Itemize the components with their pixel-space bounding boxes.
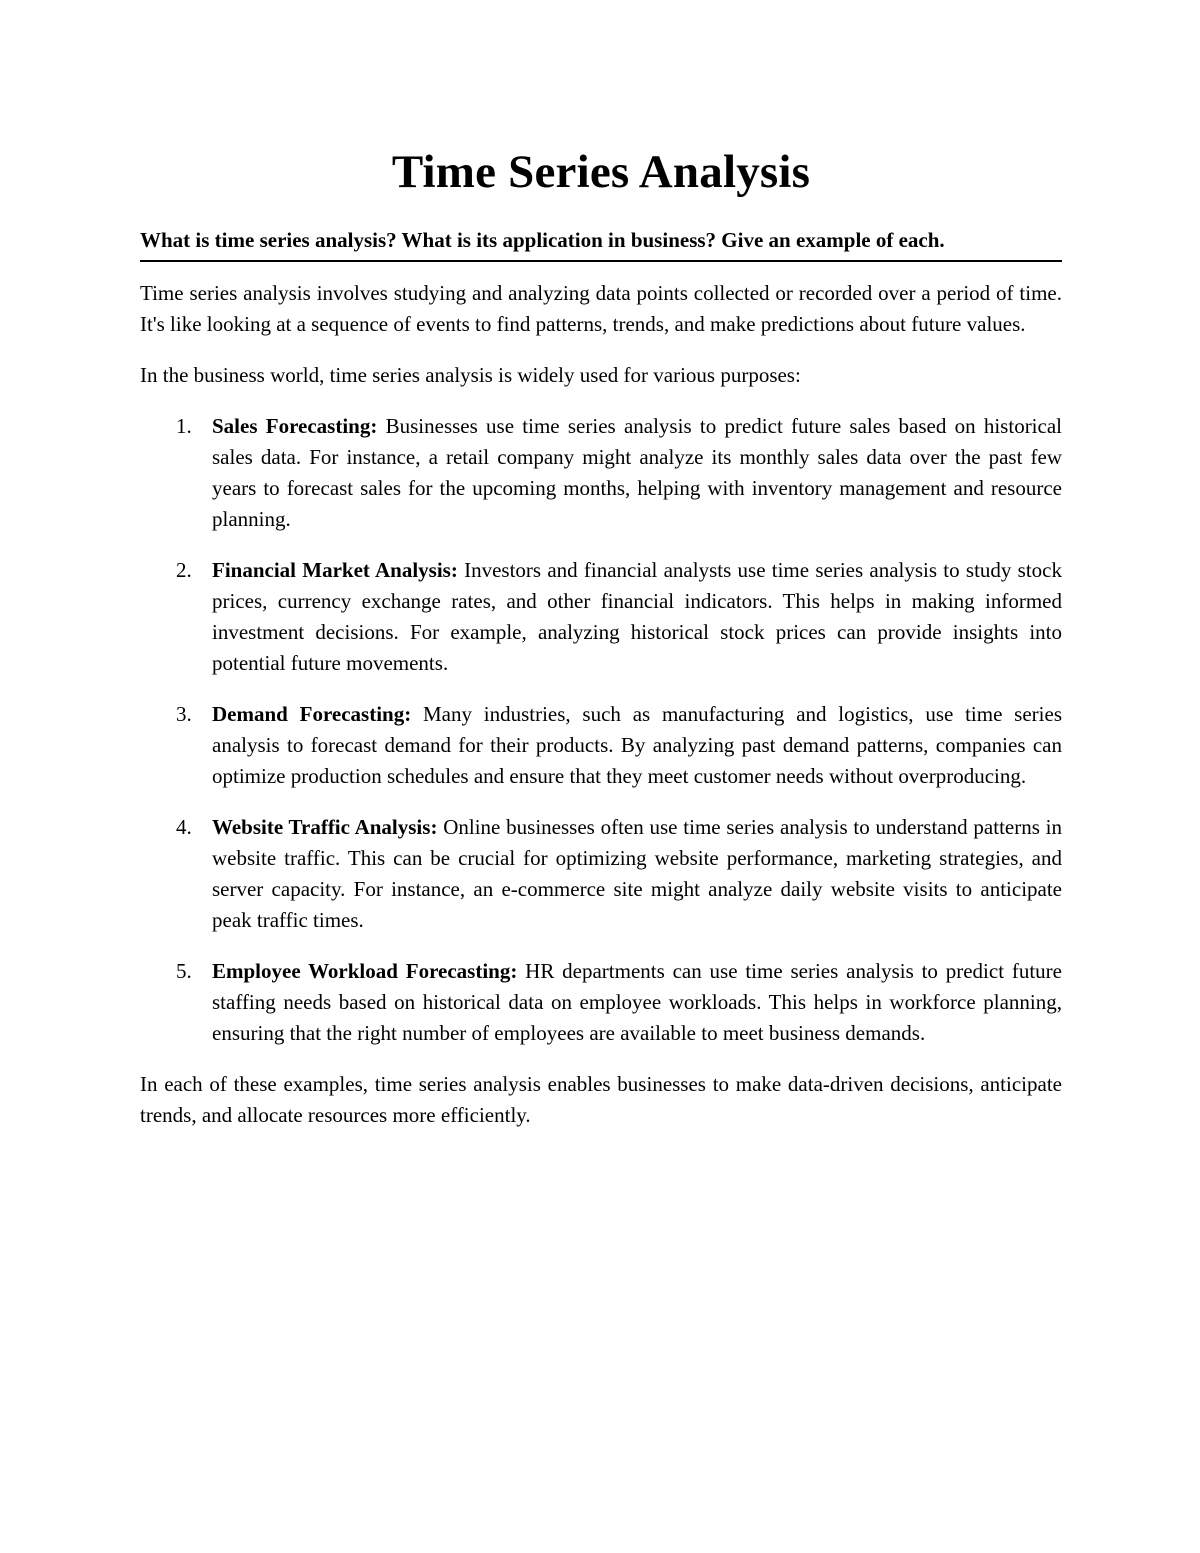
document-page xyxy=(140,140,1062,1131)
document-title: Time Series Analysis xyxy=(391,146,811,198)
list-item-text: HR departments can use time series analysis to predict future staffing needs based on historical data on employee workloads. This helps in workforce planning, ensuring that the right number of employees are available to meet business demands. xyxy=(212,959,1062,1045)
list-item-text: Many industries, such as manufacturing and logistics, use time series analysis to forecast demand for their products. By analyzing past demand patterns, companies can optimize production schedules and ensure that they meet customer needs without overproducing. xyxy=(212,702,1062,788)
list-item-text: Businesses use time series analysis to predict future sales based on historical sales data. For instance, a retail company might analyze its monthly sales data over the past few years to forecast sales for the upcoming months, helping with inventory management and resource planning. xyxy=(212,414,1062,531)
list-item xyxy=(140,812,1062,936)
list-item xyxy=(140,555,1062,679)
list-item xyxy=(140,956,1062,1049)
list-item-text: Investors and financial analysts use time series analysis to study stock prices, currency exchange rates, and other financial indicators. This helps in making informed investment decisions. For example, analyzing historical stock prices can provide insights into potential future movements. xyxy=(212,558,1062,675)
applications-list xyxy=(140,411,1062,1049)
list-item-label: Sales Forecasting: xyxy=(212,414,378,438)
list-item-number: 2. xyxy=(176,558,192,582)
intro-paragraph: Time series analysis involves studying and analyzing data points collected or recorded over a period of time. It's like looking at a sequence of events to find patterns, trends, and make predictions about future values. xyxy=(140,281,1062,336)
list-item-label: Website Traffic Analysis: xyxy=(212,815,438,839)
list-item-number: 1. xyxy=(176,414,192,438)
list-item-label: Financial Market Analysis: xyxy=(212,558,458,582)
list-item xyxy=(140,411,1062,535)
question-heading: What is time series analysis? What is its application in business? Give an example of each. xyxy=(140,224,1062,262)
conclusion-paragraph: In each of these examples, time series analysis enables businesses to make data-driven decisions, anticipate trends, and allocate resources more efficiently. xyxy=(140,1072,1062,1127)
list-item xyxy=(140,699,1062,792)
list-item-number: 3. xyxy=(176,702,192,726)
lead-paragraph: In the business world, time series analysis is widely used for various purposes: xyxy=(140,363,801,387)
list-item-label: Employee Workload Forecasting: xyxy=(212,959,518,983)
list-item-number: 5. xyxy=(176,959,192,983)
list-item-label: Demand Forecasting: xyxy=(212,702,412,726)
list-item-text: Online businesses often use time series analysis to understand patterns in website traffic. This can be crucial for optimizing website performance, marketing strategies, and server capacity. For instance, an e-commerce site might analyze daily website visits to anticipate peak traffic times. xyxy=(212,815,1062,932)
list-item-number: 4. xyxy=(176,815,192,839)
